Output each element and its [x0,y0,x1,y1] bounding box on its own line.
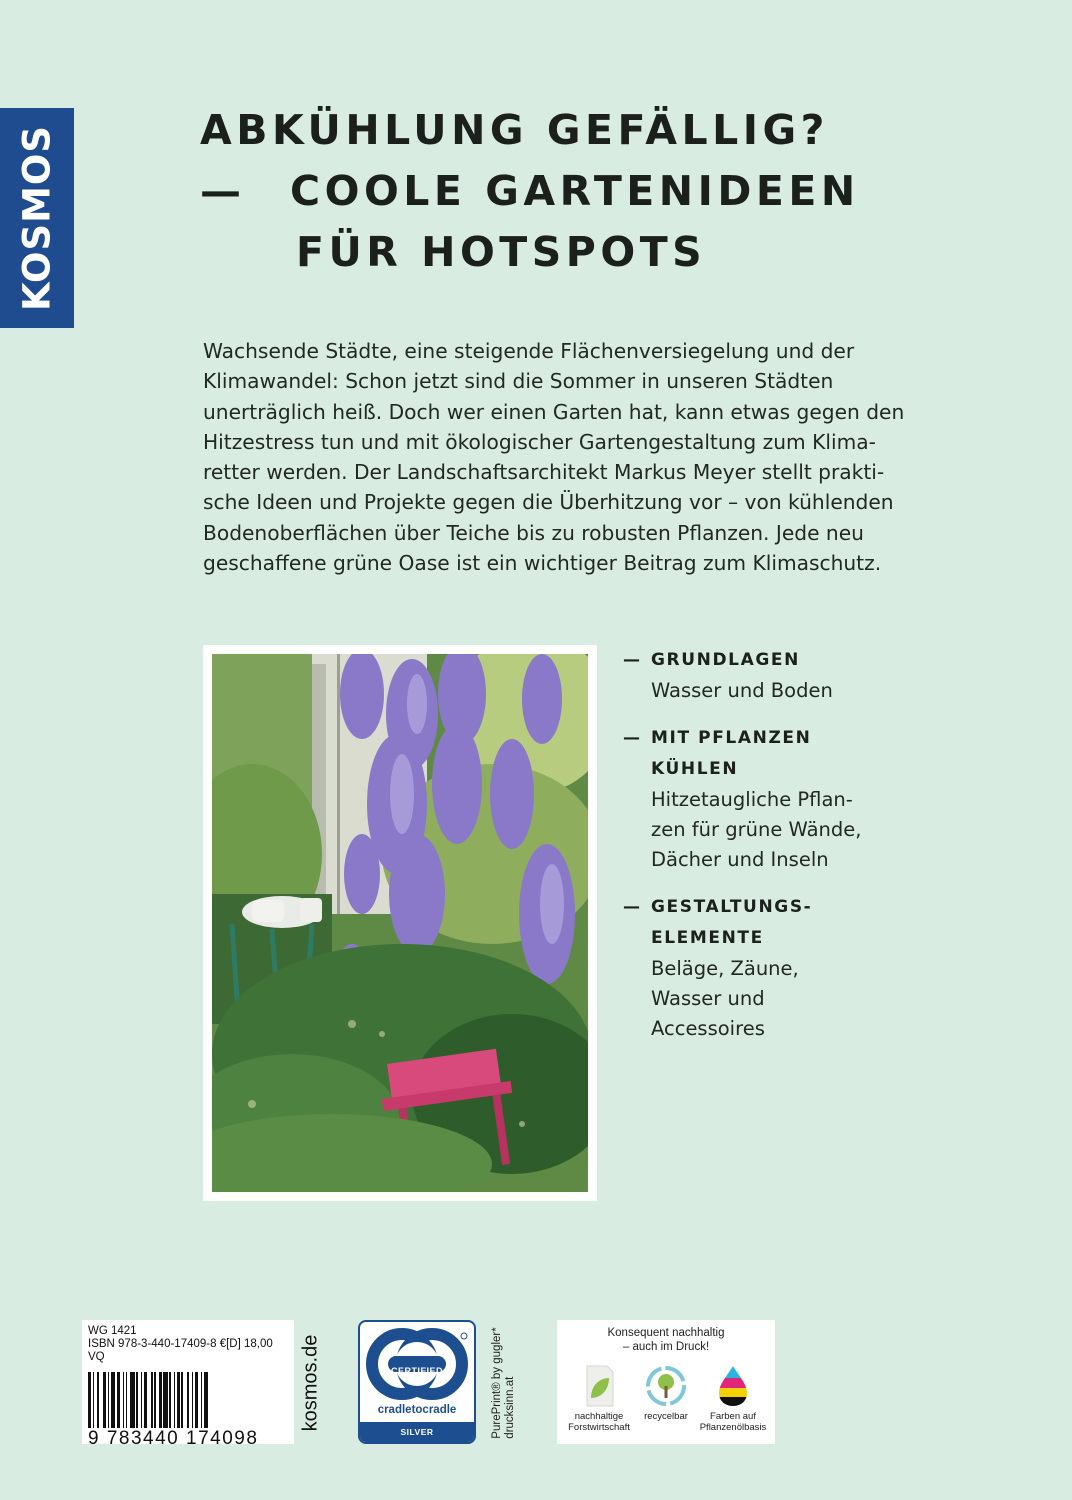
topics-list [623,645,923,1061]
topic-description-line: Beläge, Zäune, [651,957,799,980]
eco-heading-line: Konsequent nachhaltig [607,1327,725,1339]
headline-line-3: FÜR HOTSPOTS [296,228,707,276]
topic-description [651,785,923,875]
topic-description [651,954,923,1044]
headline-dash: — [200,167,241,215]
topic-title [651,645,923,676]
topic-item [623,723,923,875]
topic-title-line: MIT PFLANZEN [651,728,812,748]
photo-frame [203,645,597,1201]
topic-item [623,645,923,706]
headline-line-2-text: COOLE GARTENIDEEN [290,167,860,215]
eco-item [693,1364,773,1433]
barcode-bar [208,1372,210,1428]
topic-item [623,892,923,1044]
printer-line-1: PurePrint® by gugler* [491,1327,503,1439]
eco-item-label-line: Forstwirtschaft [568,1422,630,1433]
topic-description-line: Accessoires [651,1017,765,1040]
blurb [203,336,903,578]
topic-description-line: zen für grüne Wände, [651,818,862,841]
cradle-to-cradle-badge [358,1320,476,1444]
topic-title-line: KÜHLEN [651,759,739,779]
cradle-to-cradle-icon [360,1322,474,1404]
leaf-icon [581,1364,617,1408]
isbn-price: ISBN 978-3-440-17409-8 €[D] 18,00 [88,1338,273,1350]
barcode-number: 9 783440 174098 [88,1428,259,1449]
publisher-logo: KOSMOS [15,124,59,312]
headline-line-2 [200,161,860,222]
cradle-name: cradletocradle [377,1404,457,1416]
topic-dash: — [623,650,640,670]
topic-title-line: ELEMENTE [651,928,764,948]
printer-line-2: drucksinn.at [504,1376,516,1439]
eco-item-label-line: recycelbar [644,1411,688,1422]
eco-info-box [557,1320,775,1444]
barcode-block [82,1320,294,1449]
blurb-line: Bodenoberflächen über Teiche bis zu robusten Pflanzen. Jede neu [203,520,864,545]
ink-drop-icon [715,1364,751,1408]
eco-item-label-line: Pflanzenölbasis [699,1422,767,1433]
topic-description-line: Wasser und [651,987,765,1010]
blurb-line: sche Ideen und Projekte gegen die Überhitzung vor – von kühlenden [203,490,894,515]
publisher-website: kosmos.de [299,1334,322,1432]
blurb-line: Hitzestress tun und mit ökologischer Gartengestaltung zum Klima- [203,429,876,454]
topic-description-line: Hitzetaugliche Pflan- [651,788,853,811]
topic-title [651,892,923,954]
topic-title [651,723,923,785]
blurb-line: Wachsende Städte, eine steigende Flächenversiegelung und der [203,339,855,363]
blurb-line: retter werden. Der Landschaftsarchitekt Markus Meyer stellt prakti- [203,460,885,485]
eco-item-label-line: Farben auf [710,1411,756,1422]
blurb-line: unerträglich heiß. Doch wer einen Garten hat, kann etwas gegen den [203,399,905,424]
recycle-tree-icon [644,1364,688,1408]
eco-item-label-line: nachhaltige [574,1411,624,1422]
topic-dash: — [623,728,640,748]
topic-title-line: GRUNDLAGEN [651,650,800,670]
eco-item-label [693,1411,773,1433]
product-group: WG 1421 [88,1325,137,1337]
barcode-icon [88,1372,288,1428]
topic-description-line: Dächer und Inseln [651,848,829,871]
headline-line-1: ABKÜHLUNG GEFÄLLIG? [200,106,829,154]
eco-icons [557,1364,775,1442]
vq-code: VQ [88,1351,105,1363]
headline [200,100,860,283]
eco-heading-line: – auch im Druck! [622,1341,710,1353]
garden-photo [212,654,588,1192]
blurb-line: Klimawandel: Schon jetzt sind die Sommer in unseren Städten [203,369,834,394]
publisher-logo-tab [0,108,74,328]
cradle-level: SILVER [360,1422,474,1442]
topic-description-line: Wasser und Boden [651,679,833,702]
cradle-certified-label: CERTIFIED [390,1366,443,1376]
topic-dash: — [623,897,640,917]
eco-heading [557,1326,775,1354]
garden-photo-illustration [212,654,588,1192]
topic-description [651,676,923,706]
topic-title-line: GESTALTUNGS- [651,897,813,917]
blurb-line: geschaffene grüne Oase ist ein wichtiger Beitrag zum Klimaschutz. [203,551,882,576]
printer-credit [491,1327,517,1438]
